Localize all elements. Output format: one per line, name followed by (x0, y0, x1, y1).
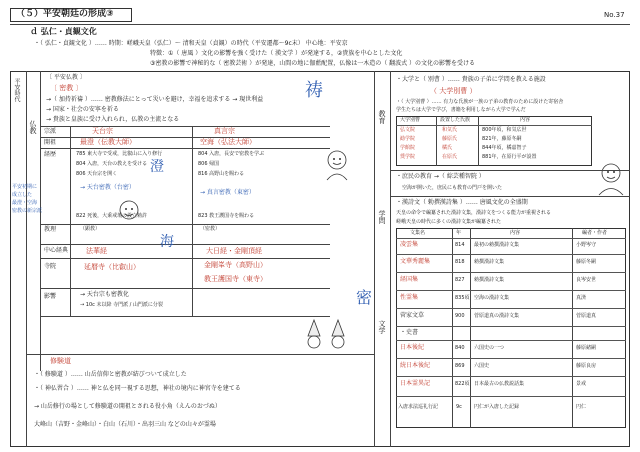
besso-head-2: 設置した氏族 (440, 117, 471, 123)
tendai-row-4: 822 死後，大乗戒壇の設立勅許 (76, 213, 148, 219)
edu-line-3: 学生たちは大学で学び，書籍を利用しながら大学で学んだ (396, 107, 526, 113)
lit-r2-c3: 勅撰漢詩文集 (474, 259, 505, 265)
lit-r5-c3: 菅原道真の漢詩文集 (474, 313, 520, 319)
hist-r2-c2: 869 (455, 363, 465, 369)
temple-enryakuji: 延暦寺（比叡山） (84, 263, 140, 271)
founder-kukai: 空海（弘法大師） (200, 138, 256, 146)
lit-row-rule-4 (396, 308, 626, 309)
scripture-shingon: 大日経・金剛頂経 (206, 247, 262, 255)
sect-row-4 (40, 244, 330, 245)
hw-note-left-2: 成立した (12, 192, 33, 198)
besso-r2-c2: 藤原氏 (442, 136, 458, 142)
label-jiin: 寺院 (44, 263, 57, 270)
lit-r3-c4: 良岑安世 (576, 277, 597, 283)
scholar-cartoon-icon (594, 160, 628, 196)
lit-line-2: 天皇の命令で編纂された漢詩文集，漢詩文をつくる能力が重視される (396, 210, 552, 216)
overview-line-2: 特徴：①（ 唐風 ）文化の影響を強く受けた（ 漢文学 ）が発達する，②貴族を中心とした文化 (150, 50, 403, 57)
hw-tendai-mikkyo: → 天台密教（台密） (80, 184, 135, 191)
label-keireki: 経歴 (44, 151, 57, 158)
left-side-divider (26, 71, 27, 447)
lit-col-2 (470, 228, 471, 428)
temple-kongobuji: 金剛峯寺（高野山） (204, 261, 267, 269)
lit-r1-c4: 小野岑守 (576, 242, 597, 248)
history-intro: ・史書 (400, 329, 419, 336)
column-divider (374, 71, 375, 447)
lit-r3-c2: 827 (455, 277, 465, 283)
lit-r4-c4: 真済 (576, 295, 587, 301)
sect-row-6 (40, 288, 330, 289)
label-kyori: 教理 (44, 226, 57, 233)
school-line: 空海が開いた，庶民にも教育の門戸を開いた (402, 185, 503, 191)
besso-r3-c1: 学館院 (400, 145, 416, 151)
hist-row-rule-1 (396, 358, 626, 359)
page-number: No.37 (604, 11, 625, 19)
shingon-row-4: 823 教王護国寺を賜わる (198, 213, 255, 219)
edu-intro: ・大学と（ 別曹 ）…… 貴族の子弟に学問を教える施設 (396, 76, 546, 83)
shugendo-line: ・（ 修験道 ）…… 山岳信仰と密教が結びついて成立した (34, 371, 187, 378)
besso-r2-c3: 821年，藤原冬嗣 (482, 136, 522, 142)
lit-head-4: 編者・作者 (582, 230, 608, 236)
left-side-label-b: 仏教 (29, 120, 37, 134)
besso-r1-c2: 和気氏 (442, 127, 458, 133)
besso-r4-c2: 在原氏 (442, 154, 458, 160)
reijo-line: 大峰山（吉野・金峰山）・白山（石川）・出羽三山 などの山々が霊場 (34, 421, 216, 428)
hist-r2-c1: 続日本後紀 (400, 362, 431, 369)
label-kaiso: 開祖 (44, 139, 57, 146)
lit-intro: ・漢詩文（ 勅撰漢詩集 ）…… 唐風文化の全盛期 (396, 199, 528, 206)
besso-r4-c3: 881年，在原行平が設置 (482, 154, 537, 160)
besso-col-2 (478, 116, 479, 166)
hist-r3-c4: 景戒 (576, 381, 587, 387)
besso-r3-c2: 橘氏 (442, 145, 453, 151)
kizoku-line: → 貴族と皇族に受け入れられ，仏教の主流となる (46, 116, 180, 123)
lit-rule (390, 196, 630, 197)
shingon-header: 真言宗 (214, 127, 235, 135)
besso-r1-c3: 800年頃，和気広世 (482, 127, 527, 133)
shingon-row-3: 816 高野山を賜わる (198, 171, 245, 177)
sect-table-top (40, 126, 330, 127)
edu-line-2: ・（ 大学別曹 ）…… 有力な氏族が一族の子弟の教育のために設けた寄宿舎 (396, 99, 564, 105)
lit-table (396, 228, 626, 428)
label-shuha: 宗派 (44, 128, 57, 135)
scripture-tendai: 法華経 (86, 247, 107, 255)
hw-daigaku-besso: （ 大学別曹 ） (430, 87, 477, 95)
lit-r4-c2: 835頃 (455, 295, 470, 301)
influence-text: → 天台宗も密教化 (80, 291, 129, 298)
lit-r3-c1: 経国集 (400, 276, 419, 283)
lit-row-rule-1 (396, 254, 626, 255)
right-side-label-a: 教育 (378, 110, 386, 124)
header-rule (10, 24, 630, 25)
sect-row-5 (40, 258, 330, 259)
besso-head-1: 大学別曹 (400, 117, 421, 123)
hist-r2-c3: 六国史 (474, 363, 490, 369)
hw-kanji-inori: 祷 (305, 80, 323, 101)
besso-r3-c3: 844年頃，橘嘉智子 (482, 145, 527, 151)
sect-row-2 (40, 148, 330, 149)
lit-head-1: 文集名 (410, 230, 426, 236)
hist-r3-c3: 日本最古の仏教説話集 (474, 381, 525, 387)
shingon-row-2: 806 帰国 (198, 161, 220, 167)
other-r1-c4: 円仁 (576, 404, 587, 410)
tendai-header: 天台宗 (92, 127, 113, 135)
lit-row-rule-5 (396, 326, 626, 327)
monk-cartoon-2-icon (322, 148, 352, 182)
hw-note-left-1: 平安初期に (12, 184, 38, 190)
lit-r4-c3: 空海の漢詩文集 (474, 295, 510, 301)
lit-r2-c4: 藤原冬嗣 (576, 259, 597, 265)
left-side-label-a: 平安時代 (13, 78, 20, 102)
lit-r2-c2: 818 (455, 259, 465, 265)
hw-kanji-mitsu: 密 (356, 288, 373, 307)
hw-note-left-3: 最澄・空海 (12, 200, 38, 206)
besso-r1-c1: 弘文院 (400, 127, 416, 133)
lit-head-rule (396, 238, 626, 239)
bottom-left-rule (26, 354, 374, 355)
label-chushin: 中心経典 (44, 247, 69, 254)
label-eikyo: 影響 (44, 293, 57, 300)
lit-head-2: 年 (456, 230, 462, 236)
hw-shingon-mikkyo: → 真言密教（東密） (200, 189, 255, 196)
ennoozunu-line: → 山岳修行の場として修験道の開祖とされる役小角（えんのおづぬ） (34, 403, 221, 410)
lit-col-3 (572, 228, 573, 428)
hist-row-rule-3 (396, 396, 626, 397)
lit-row-rule-2 (396, 272, 626, 273)
besso-r2-c1: 勧学院 (400, 136, 416, 142)
shugendo-label: 修験道 (50, 357, 71, 365)
school-rule (390, 170, 630, 171)
lit-head-3: 内容 (510, 230, 521, 236)
hist-r3-c2: 822頃 (455, 381, 470, 387)
pure-buddhism-intro: 〔 平安仏教 〕 (46, 74, 86, 81)
other-r1-c3: 円仁が入唐した記録 (474, 404, 520, 410)
temple-toji: 教王護国寺（東寺） (204, 275, 267, 283)
page-title: （５）平安朝廷の形成③ (16, 9, 114, 19)
tendai-row-1: 785 東大寺で受戒，比叡山に入り修行 (76, 151, 163, 157)
mikkyo-label: （密教） (200, 226, 221, 232)
lit-r5-c2: 900 (455, 313, 465, 319)
besso-col-1 (436, 116, 437, 166)
right-side-label-b: 学問 (378, 210, 386, 224)
hw-kanji-cho: 澄 (150, 159, 164, 175)
besso-r4-c1: 奨学院 (400, 154, 416, 160)
bunretsu-note: → 10c 末以降 寺門派 / 山門派に分裂 (80, 302, 163, 308)
shingon-row-1: 804 入唐，長安で密教を学ぶ (198, 151, 265, 157)
hist-row-rule-2 (396, 376, 626, 377)
tendai-row-3: 806 天台宗を開く (76, 171, 118, 177)
kaji-kito-line: →（ 加持祈禱 ）…… 密教修法にとって災いを避け，幸福を追求する → 現世利益 (46, 96, 264, 103)
section-label: ｄ 弘仁・貞観文化 (30, 27, 97, 36)
lit-col-1 (452, 228, 453, 428)
hist-r1-c2: 840 (455, 345, 465, 351)
hist-r2-c4: 藤原良房 (576, 363, 597, 369)
besso-head-rule (396, 125, 592, 126)
lit-line-3: 嵯峨天皇の時代に多くの漢詩文集が編纂された (396, 219, 502, 225)
history-intro-rule (396, 340, 626, 341)
lit-r1-c2: 814 (455, 242, 465, 248)
other-r1-c1: 入唐求法巡礼行記 (398, 404, 439, 410)
hist-r1-c1: 日本後紀 (400, 344, 425, 351)
overview-line-3: ③密教の影響で神秘的な（ 密教芸術 ）が発達，山間の地に伽藍配置，仏像は一木造の（ 翻波式 ）の文化の影響を受ける (150, 60, 476, 67)
school-intro: ・庶民の教育 →（ 綜芸種智院 ） (396, 173, 485, 180)
hist-r1-c3: 六国史の一つ (474, 345, 505, 351)
lit-r3-c3: 勅撰漢詩文集 (474, 277, 505, 283)
monks-pair-icon (302, 316, 352, 356)
lit-r1-c3: 最初の勅撰漢詩文集 (474, 242, 520, 248)
lit-r2-c1: 文華秀麗集 (400, 258, 431, 265)
lit-r1-c1: 凌雲集 (400, 241, 419, 248)
shinbutsu-line: ・（ 神仏習合 ）…… 神と仏を同一視する思想，神社の境内に神宮寺を建てる (34, 385, 241, 392)
lit-r5-c4: 菅原道真 (576, 313, 597, 319)
monk-cartoon-1-icon (116, 198, 142, 224)
tendai-row-2: 804 入唐，天台の教えを受ける (76, 161, 148, 167)
right-side-divider (390, 71, 391, 447)
left-sub-divider (40, 71, 41, 371)
right-side-label-c: 文学 (378, 320, 386, 334)
sect-table-bottom (40, 316, 330, 317)
lit-row-rule-3 (396, 290, 626, 291)
hw-note-left-4: 密教の新宗派 (12, 208, 43, 214)
lit-r5-c1: 菅家文草 (400, 312, 425, 319)
sect-row-3 (40, 224, 330, 225)
kokka-line: → 国家・社会の安寧を祈る (46, 106, 119, 113)
hw-kanji-kai: 海 (160, 234, 174, 250)
kengyo-label: （顕教） (80, 226, 101, 232)
hist-r3-c1: 日本霊異記 (400, 380, 431, 387)
other-r1-c2: 9c (456, 404, 462, 410)
founder-saicho: 最澄（伝教大師） (80, 138, 136, 146)
lit-r4-c1: 性霊集 (400, 294, 419, 301)
hw-mikkyo-box: 〔 密教 〕 (50, 84, 83, 92)
besso-head-3: 内容 (520, 117, 531, 123)
hist-r1-c4: 藤原緒嗣 (576, 345, 597, 351)
overview-line-1: ・（ 弘仁・貞観文化 ）…… 時期：嵯峨天皇（弘仁）～ 清和天皇（貞観）の時代（平安遷都～9c末） 中心地：平安京 (34, 40, 348, 47)
